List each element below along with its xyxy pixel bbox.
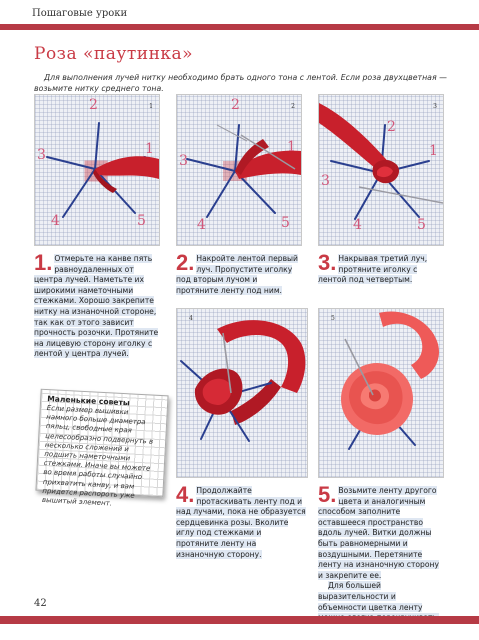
step-3 — [318, 250, 444, 286]
step-1 — [34, 250, 160, 360]
photo-step-4 — [176, 308, 308, 478]
step-number: 4. — [176, 482, 195, 507]
ray-label: 1 — [145, 141, 154, 157]
step-number: 1. — [34, 250, 53, 275]
ray-label: 2 — [89, 97, 98, 113]
ray-label: 4 — [353, 217, 362, 233]
tips-title: Маленькие советы — [47, 394, 131, 408]
ray-label: 3 — [321, 173, 330, 189]
ray-label: 3 — [37, 147, 46, 163]
photo-number: 3 — [433, 103, 437, 110]
step-4 — [176, 482, 306, 560]
step-text: Продолжайте протаскивать ленту под и над лучами, пока не образуется сердцевинка розы. Вколите иглу под стежками и протяните ленту на изнаночную сторону. — [176, 486, 306, 559]
ray-label: 4 — [51, 213, 60, 229]
page-number: 42 — [34, 598, 47, 609]
photo-number: 2 — [291, 103, 295, 110]
page-title: Роза «паутинка» — [34, 44, 194, 64]
top-bar — [0, 24, 479, 30]
tips-text: Если размер вышивки намного больше диаметра пяльц, свободные края целесообразно подвернуть в несколько сложений и подшить наметочными стежками. Иначе вы можете во время работы случайно прихватить канву, и вам придется распороть уже вышитый элемент. — [41, 404, 154, 508]
step-text: Отмерьте на канве пять равноудаленных от центра лучей. Наметьте их широкими наметочными стежками. Хорошо закрепите нитку на изнаночной стороне, так как от этого зависит прочность розочки. Протяните на лицевую сторону иголку с лентой у центра лучей. — [34, 254, 159, 359]
photo-number: 1 — [149, 103, 153, 110]
step-text: Накройте лентой первый луч. Пропустите иголку под вторым лучом и протяните ленту под ним. — [176, 254, 298, 295]
photo-step-2 — [176, 94, 302, 246]
tips-note — [35, 389, 168, 508]
step-text: Возьмите ленту другого цвета и аналогичным способом заполните оставшееся пространство вдоль лучей. Витки должны быть равномерными и воздушными. Перетяните ленту на изнаночную сторону и закрепите ее. — [318, 486, 439, 580]
photo-5-illustration — [319, 309, 443, 477]
ray-label: 2 — [387, 119, 396, 135]
ray-label: 5 — [417, 217, 426, 233]
step-number: 5. — [318, 482, 337, 507]
step-text: Накрывая третий луч, протяните иголку с лентой под четвертым. — [318, 254, 428, 285]
ray-label: 2 — [231, 97, 240, 113]
step-number: 3. — [318, 250, 337, 275]
photo-4-illustration — [177, 309, 307, 477]
photo-step-1 — [34, 94, 160, 246]
ray-label: 1 — [429, 143, 438, 159]
intro-text: Для выполнения лучей нитку необходимо брать одного тона с лентой. Если роза двухцветная — возьмите нитку среднего тона. — [34, 73, 447, 93]
bottom-bar — [0, 616, 479, 624]
step-5 — [318, 482, 444, 624]
ray-label: 5 — [137, 213, 146, 229]
section-header: Пошаговые уроки — [32, 8, 128, 19]
ray-label: 3 — [179, 153, 188, 169]
ray-label: 4 — [197, 217, 206, 233]
step-text-extra: Для большей выразительности и объемности цветка ленту — [318, 581, 439, 622]
photo-step-3 — [318, 94, 444, 246]
photo-number: 5 — [331, 315, 335, 322]
photo-number: 4 — [189, 315, 193, 322]
step-number: 2. — [176, 250, 195, 275]
ray-label: 1 — [287, 139, 296, 155]
step-2 — [176, 250, 302, 296]
ray-label: 5 — [281, 215, 290, 231]
photo-step-5 — [318, 308, 444, 478]
